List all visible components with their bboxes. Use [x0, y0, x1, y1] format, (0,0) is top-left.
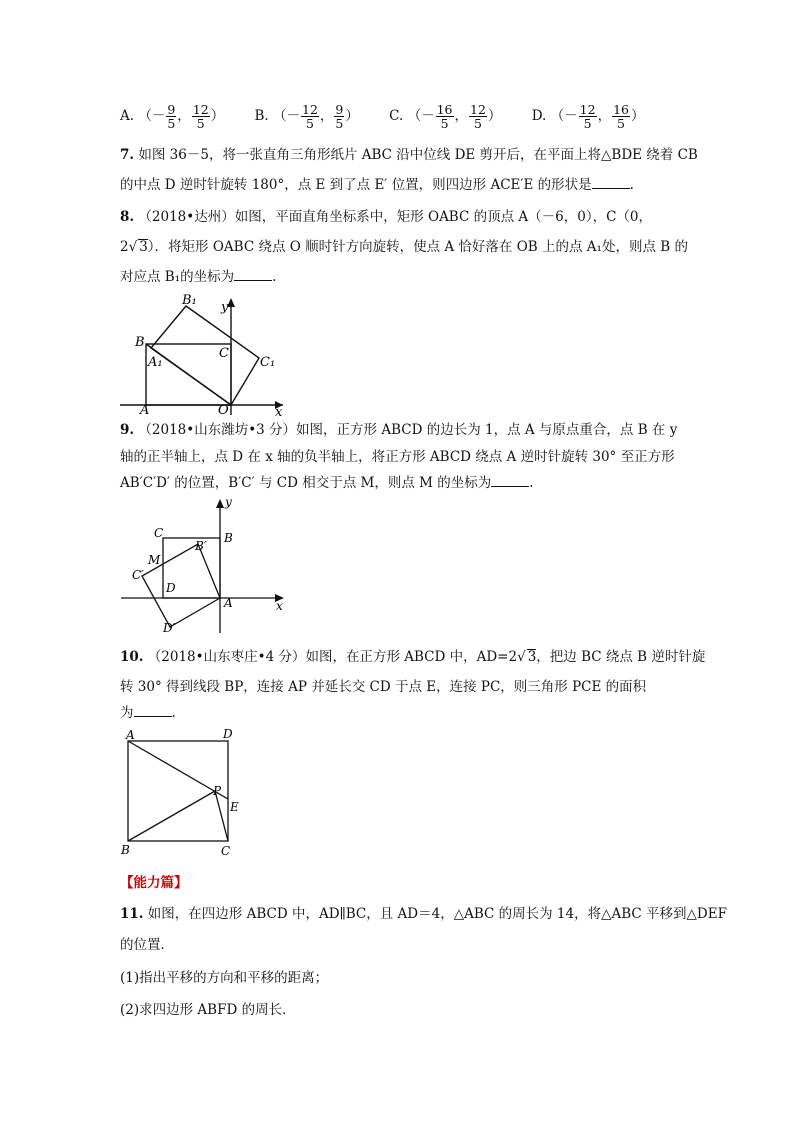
- label-y: y: [221, 300, 229, 315]
- label-c: C: [221, 844, 231, 858]
- label-b: B: [121, 843, 130, 857]
- rotated-rectangle: [151, 306, 259, 405]
- q9-text-1: （2018•山东潍坊•3 分）如图，正方形 ABCD 的边长为 1，点 A 与原点重合，点 B 在 y: [134, 422, 678, 438]
- label-b: B: [224, 531, 233, 545]
- frac-num: 12: [470, 102, 486, 117]
- q8-coef: 2: [120, 239, 129, 255]
- q7-text-2: 的中点 D 逆时针旋转 180°，点 E 到了点 E′ 位置，则四边形 ACE′E 的形状是: [120, 177, 592, 193]
- q9-text-3: AB′C′D′ 的位置，B′C′ 与 CD 相交于点 M，则点 M 的坐标为: [120, 475, 492, 491]
- q10-answer-blank: [134, 704, 172, 717]
- label-c1: C₁: [260, 355, 276, 370]
- q7-line1: [120, 145, 698, 165]
- label-b1: B₁: [182, 293, 197, 308]
- option-c-frac2: [469, 103, 487, 130]
- q10-text-2: 转 30° 得到线段 BP，连接 AP 并延长交 CD 于点 E，连接 PC，则三角形 PCE 的面积: [120, 679, 647, 695]
- option-b-frac1: [301, 103, 319, 130]
- answer-options-row: [120, 103, 670, 130]
- frac-den: 5: [440, 116, 449, 131]
- option-b-frac2: [334, 103, 344, 130]
- frac-den: 5: [335, 116, 344, 131]
- option-d-close: ）: [630, 108, 645, 124]
- frac-den: 5: [617, 116, 625, 131]
- sqrt-symbol: √ 3: [517, 649, 537, 665]
- option-a-open: （－: [138, 108, 166, 124]
- frac-num: 12: [579, 102, 596, 117]
- option-c-close: ）: [487, 108, 502, 124]
- segment-bp: [128, 791, 215, 841]
- label-a: A: [224, 596, 233, 610]
- frac-num: 16: [613, 102, 629, 117]
- frac-num: 16: [436, 102, 453, 117]
- frac-den: 5: [473, 116, 482, 131]
- q9-line2: [120, 447, 675, 467]
- q7-line2: [120, 175, 634, 195]
- option-a-close: ）: [210, 108, 225, 124]
- q8-line2: [120, 237, 688, 257]
- label-a: A: [140, 403, 150, 418]
- option-c-letter: C.: [389, 108, 404, 124]
- q11-text-2: 的位置．: [120, 937, 174, 953]
- label-x: x: [276, 599, 283, 613]
- q7-answer-blank: [592, 176, 630, 189]
- q8-line3: [120, 267, 276, 287]
- q7-end: .: [629, 177, 634, 193]
- y-axis-arrow: [216, 499, 224, 508]
- option-b-close: ）: [345, 108, 359, 124]
- option-c-frac1: [436, 103, 454, 130]
- q8-answer-blank: [234, 268, 272, 281]
- label-y: y: [225, 495, 232, 509]
- q7-number: 7.: [120, 147, 135, 163]
- frac-num: 12: [302, 102, 318, 117]
- q9-line1: [120, 420, 677, 440]
- label-d: D: [166, 581, 176, 595]
- frac-num: 9: [167, 102, 176, 117]
- section-heading: 【能力篇】: [120, 875, 188, 891]
- option-a-frac2: [192, 103, 210, 130]
- q8-radicand: 3: [139, 239, 148, 255]
- q10-text-1b: ，把边 BC 绕点 B 逆时针旋: [536, 649, 706, 665]
- option-d-frac2: [612, 103, 630, 130]
- frac-den: 5: [167, 116, 176, 131]
- label-c-prime: C′: [132, 568, 144, 582]
- q11-sub1: (1)指出平移的方向和平移的距离；: [120, 970, 329, 986]
- label-c: C: [219, 346, 229, 361]
- option-d-sep: ，: [597, 108, 612, 124]
- option-c-sep: ，: [454, 108, 469, 124]
- option-b-sep: ，: [319, 108, 334, 124]
- frac-den: 5: [305, 116, 314, 131]
- label-m: M: [148, 553, 161, 567]
- q8-number: 8.: [120, 209, 135, 225]
- q11-line1: [120, 904, 727, 924]
- label-d-prime: D′: [163, 621, 176, 635]
- q8-text-3: 对应点 B₁的坐标为: [120, 269, 235, 285]
- option-d-frac1: [579, 103, 597, 130]
- q10-figure: [118, 725, 248, 860]
- q10-line2: [120, 677, 646, 697]
- option-d-open: （－: [550, 108, 578, 124]
- q10-radicand: 3: [527, 649, 537, 665]
- q9-figure: [118, 493, 293, 638]
- frac-num: 12: [192, 102, 209, 117]
- q10-text-3: 为: [120, 705, 134, 721]
- option-b-letter: B.: [254, 108, 269, 124]
- q9-end: .: [529, 475, 534, 491]
- q9-text-2: 轴的正半轴上，点 D 在 x 轴的负半轴上，将正方形 ABCD 绕点 A 逆时针旋转 30° 至正方形: [120, 449, 675, 465]
- label-b: B: [135, 335, 145, 350]
- option-a-sep: ，: [177, 108, 191, 124]
- option-b: [255, 103, 359, 130]
- q10-end: .: [171, 705, 176, 721]
- q10-line1: [120, 647, 705, 667]
- option-a: [120, 103, 224, 130]
- q8-text-2: ）．将矩形 OABC 绕点 O 顺时针方向旋转，使点 A 恰好落在 OB 上的点 A₁处，则点 B 的: [147, 239, 688, 255]
- option-b-open: （－: [273, 108, 301, 124]
- label-b-prime: B′: [195, 539, 207, 553]
- option-a-letter: A.: [120, 108, 135, 124]
- option-c: [389, 103, 501, 130]
- label-o: O: [218, 403, 229, 418]
- option-a-frac1: [166, 103, 176, 130]
- q11-line2: [120, 935, 174, 955]
- q11-text-1: 如图，在四边形 ABCD 中，AD∥BC，且 AD＝4，△ABC 的周长为 14，将△ABC 平移到△DEF: [143, 906, 727, 922]
- label-a: A: [126, 728, 135, 742]
- q10-number: 10.: [120, 649, 144, 665]
- label-p: P: [213, 784, 222, 798]
- q10-text-1a: （2018•山东枣庄•4 分）如图，在正方形 ABCD 中，AD=2: [143, 649, 518, 665]
- q8-text-1: （2018•达州）如图，平面直角坐标系中，矩形 OABC 的顶点 A（－6，0），C（0，: [134, 209, 652, 225]
- q10-line3: [120, 703, 176, 723]
- label-d: D: [223, 727, 233, 741]
- q8-line1: [120, 207, 652, 227]
- label-x: x: [275, 405, 283, 420]
- frac-den: 5: [583, 116, 592, 131]
- q9-line3: [120, 473, 534, 493]
- q8-end: .: [272, 269, 277, 285]
- option-c-open: （－: [407, 108, 435, 124]
- label-a1: A₁: [148, 355, 163, 370]
- q8-figure: [115, 290, 305, 420]
- frac-den: 5: [196, 116, 205, 131]
- q11-number: 11.: [120, 906, 144, 922]
- sqrt-symbol: √ 3: [128, 239, 148, 255]
- q11-sub2: (2)求四边形 ABFD 的周长．: [120, 1002, 296, 1018]
- label-e: E: [230, 800, 239, 814]
- option-d-letter: D.: [531, 108, 547, 124]
- label-c: C: [154, 526, 164, 540]
- q9-answer-blank: [491, 474, 529, 487]
- frac-num: 9: [335, 102, 344, 117]
- option-d: [532, 103, 645, 130]
- q7-text-1: 如图 36－5，将一张直角三角形纸片 ABC 沿中位线 DE 剪开后，在平面上将△BDE 绕着 CB: [134, 147, 698, 163]
- q9-number: 9.: [120, 422, 135, 438]
